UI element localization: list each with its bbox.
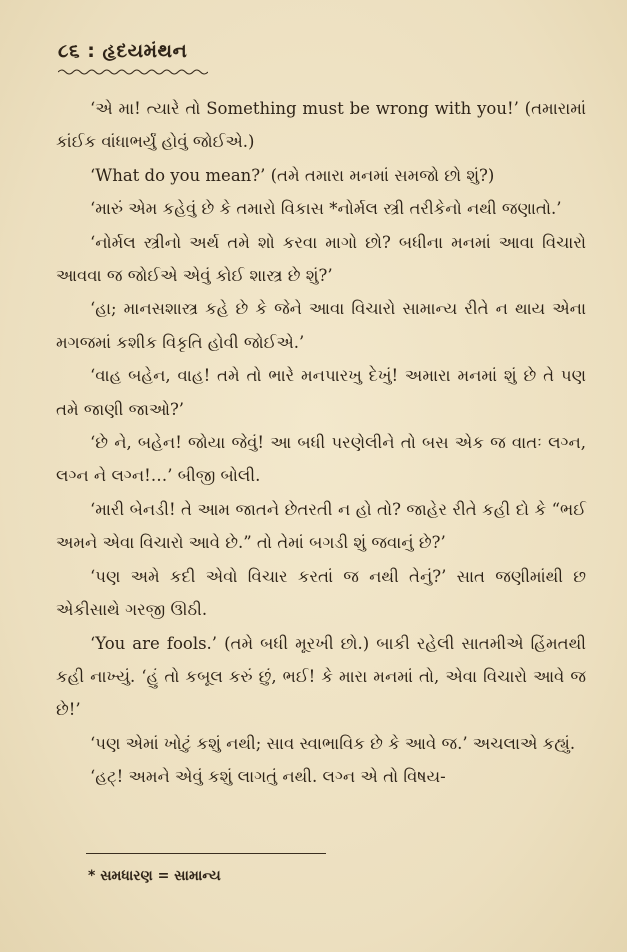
wavy-underline-ornament bbox=[58, 68, 208, 76]
paragraph: ‘છે ને, બહેન! જોયા જેવું! આ બધી પરણેલીને તો બસ એક જ વાતઃ લગ્ન, લગ્ન ને લગ્ન!…’ બીજી બોલી. bbox=[56, 433, 586, 486]
paragraph: ‘હા; માનસશાસ્ત્ર કહે છે કે જેને આવા વિચારો સામાન્ય રીતે ન થાય એના મગજમાં કશીક વિકૃતિ હોવી જોઈએ.’ bbox=[56, 299, 586, 352]
paragraph: ‘You are fools.’ (તમે બધી મૂરખી છો.) બાકી રહેલી સાતમીએ હિંમતથી કહી નાખ્યું. ‘હું તો કબૂલ કરું છું, ભઈ! કે મારા મનમાં તો, એવા વિચારો આવે જ છે!’ bbox=[56, 633, 586, 720]
paragraph: ‘મારું એમ કહેવું છે કે તમારો વિકાસ *નોર્મલ સ્ત્રી તરીકેનો નથી જણાતો.’ bbox=[90, 199, 562, 219]
header-separator: : bbox=[87, 40, 96, 62]
paragraph: ‘એ મા! ત્યારે તો Something must be wrong with you!’ (તમારામાં કાંઈક વાંધાભર્યું હોવું જોઈએ.) bbox=[56, 99, 586, 152]
page-number: ૮૬ bbox=[58, 40, 81, 62]
footnote: * સમધારણ = સામાન્ય bbox=[88, 868, 221, 884]
paragraph: ‘પણ અમે કદી એવો વિચાર કરતાં જ નથી તેનું?’ સાત જણીમાંથી છ એકીસાથે ગરજી ઊઠી. bbox=[56, 566, 586, 620]
paragraph: ‘What do you mean?’ (તમે તમારા મનમાં સમજો છો શું?) bbox=[90, 165, 495, 185]
paragraph: ‘હટ્! અમને એવું કશું લાગતું નથી. લગ્ન એ તો વિષય- bbox=[90, 767, 446, 787]
footnote-divider bbox=[86, 853, 326, 854]
paragraph: ‘વાહ બહેન, વાહ! તમે તો ભારે મનપારખુ દેખું! અમારા મનમાં શું છે તે પણ તમે જાણી જાઓ?’ bbox=[56, 366, 586, 419]
paragraph: ‘પણ એમાં ખોટું કશું નથી; સાવ સ્વાભાવિક છે કે આવે જ.’ અચલાએ કહ્યું. bbox=[90, 733, 576, 753]
book-title: હૃદયમંથન bbox=[102, 40, 188, 62]
body-text bbox=[56, 92, 586, 794]
paragraph: ‘નોર્મલ સ્ત્રીનો અર્થ તમે શો કરવા માગો છો? બધીના મનમાં આવા વિચારો આવવા જ જોઈએ એવું કોઈ શાસ્ત્ર છે શું?’ bbox=[56, 232, 586, 286]
paragraph: ‘મારી બેનડી! તે આમ જાતને છેતરતી ન હો તો? જાહેર રીતે કહી દો કે “ભઈ અમને એવા વિચારો આવે છે.” તો તેમાં બગડી શું જવાનું છે?’ bbox=[56, 499, 586, 553]
page-header bbox=[58, 40, 187, 62]
